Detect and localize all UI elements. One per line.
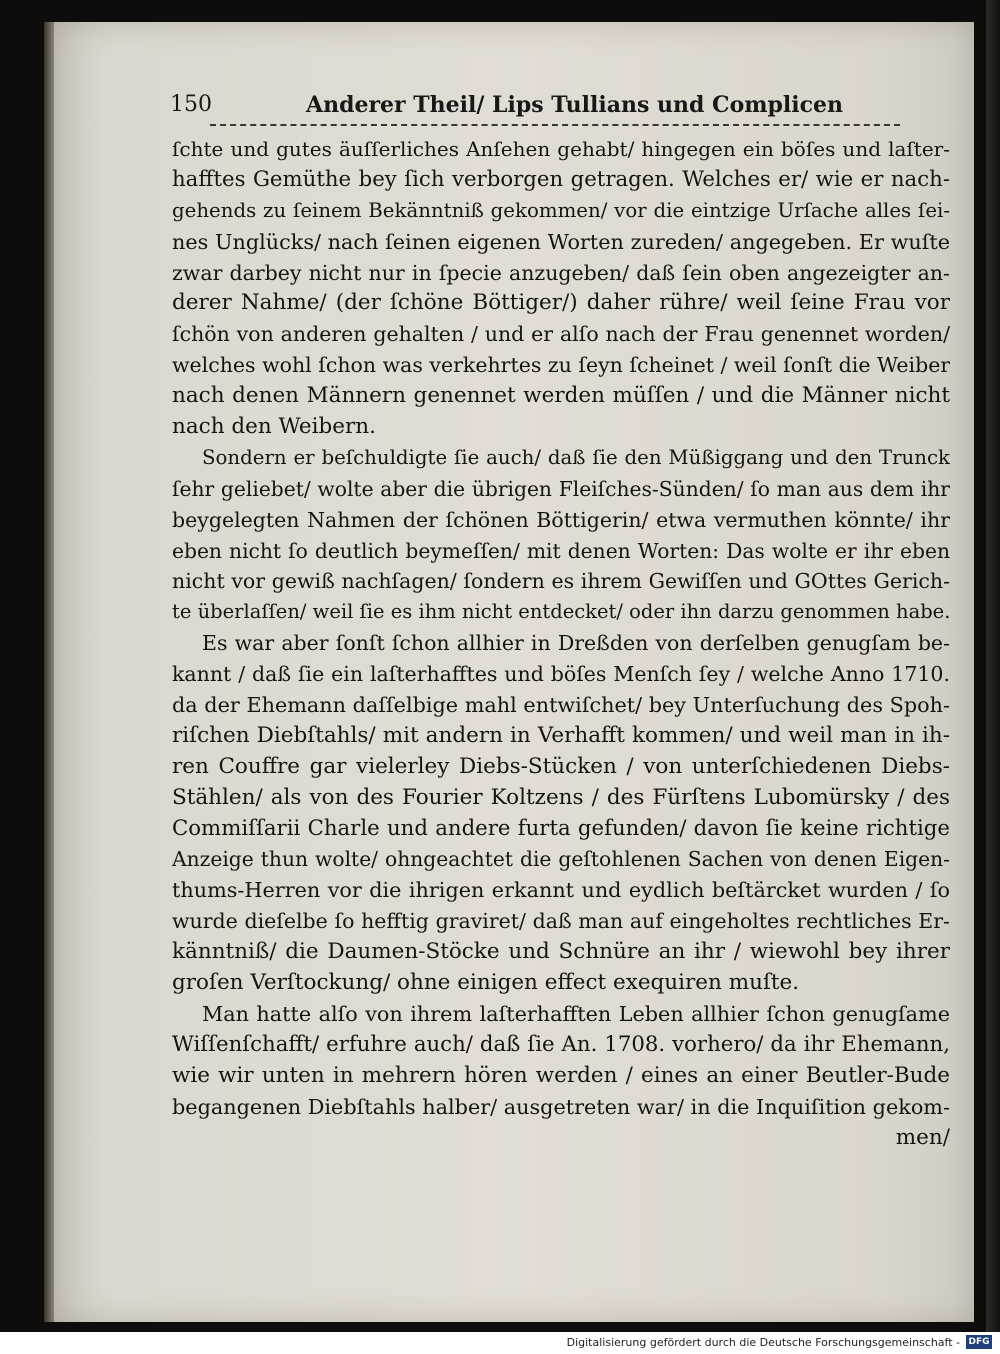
text-line: nes Unglücks/ nach ſeinen eigenen Worten zureden/ angegeben. Er wuſte <box>172 229 950 254</box>
text-line: Commiſſarii Charle und andere furta gefunden/ davon ſie keine richtige <box>172 815 950 841</box>
running-title: Anderer Theil/ Lips Tullians und Complicen <box>306 92 844 118</box>
text-line: groſen Verſtockung/ ohne einigen effect exequiren muſte. <box>172 970 800 996</box>
text-line: begangenen Diebſtahls halber/ ausgetreten war/ in die Inquiſition gekom- <box>172 1094 950 1119</box>
text-line: nach den Weibern. <box>172 414 376 440</box>
text-line: te überlaſſen/ weil ſie es ihm nicht entdecket/ oder ihn darzu genommen habe. <box>172 600 950 624</box>
text-line: zwar darbey nicht nur in ſpecie anzugeben/ daß ſein oben angezeigter an- <box>172 260 950 285</box>
text-line: ren Couffre gar vielerley Diebs-Stücken / von unterſchiedenen Diebs- <box>172 753 950 779</box>
text-line: beygelegten Nahmen der ſchönen Böttigerin/ etwa vermuthen könnte/ ihr <box>172 507 950 532</box>
running-head <box>170 92 950 122</box>
text-line: derer Nahme/ (der ſchöne Böttiger/) daher rühre/ weil ſeine Frau vor <box>172 290 950 316</box>
text-line: Wiſſenſchafft/ erfuhre auch/ daß ſie An. 1708. vorhero/ da ihr Ehemann, <box>172 1031 950 1057</box>
text-line: ſehr geliebet/ wolte aber die übrigen Fleiſches-Sünden/ ſo man aus dem ihr <box>172 476 950 501</box>
dfg-logo-icon: DFG <box>966 1335 992 1349</box>
page-number: 150 <box>170 92 212 117</box>
header-rule <box>210 124 900 126</box>
text-line: welches wohl ſchon was verkehrtes zu ſeyn ſcheinet / weil ſonſt die Weiber <box>172 353 950 378</box>
text-line: ſchte und gutes äuſſerliches Anſehen gehabt/ hingegen ein böſes und laſter- <box>172 137 950 161</box>
text-line: ſchön von anderen gehalten / und er alſo nach der Frau genennet worden/ <box>172 322 950 347</box>
text-line: Es war aber ſonſt ſchon allhier in Dreßden von derſelben genugſam be- <box>202 631 950 656</box>
text-line: wurde dieſelbe ſo hefftig graviret/ daß man auf eingeholtes rechtliches Er- <box>172 909 950 934</box>
text-line: gehends zu ſeinem Bekänntniß gekommen/ vor die eintzige Urſache alles ſei- <box>172 198 950 222</box>
binding-edge <box>986 0 1000 1332</box>
text-line: känntniß/ die Daumen-Stöcke und Schnüre an ihr / wiewohl bey ihrer <box>172 939 950 965</box>
digitization-credit: Digitalisierung gefördert durch die Deutsche Forschungsgemeinschaft - <box>566 1336 960 1349</box>
body-text <box>172 134 950 1153</box>
text-line: eben nicht ſo deutlich beymeſſen/ mit denen Worten: Das wolte er ihr eben <box>172 538 950 563</box>
text-line: kannt / daß ſie ein laſterhafftes und böſes Menſch ſey / welche Anno 1710. <box>172 662 950 687</box>
text-line: Stählen/ als von des Fourier Koltzens / des Fürſtens Lubomürsky / des <box>172 784 950 810</box>
footer-bar <box>0 1332 1000 1354</box>
text-line: da der Ehemann daſſelbige mahl entwiſchet/ bey Unterſuchung des Spoh- <box>172 693 950 718</box>
text-line: thums-Herren vor die ihrigen erkannt und eydlich beſtärcket wurden / ſo <box>172 878 950 903</box>
text-line: Anzeige thun wolte/ ohngeachtet die geſtohlenen Sachen von denen Eigen- <box>172 847 950 872</box>
page-edge <box>44 22 54 1322</box>
text-line: Sondern er beſchuldigte ſie auch/ daß ſie den Müßiggang und den Trunck <box>202 445 950 469</box>
catchword: men/ <box>895 1124 950 1150</box>
text-line: riſchen Diebſtahls/ mit andern in Verhafft kommen/ und weil man in ih- <box>172 722 950 748</box>
text-line: Man hatte alſo von ihrem laſterhafften Leben allhier ſchon genugſame <box>202 1001 950 1026</box>
text-line: nicht vor gewiß nachſagen/ ſondern es ihrem Gewiſſen und GOttes Gerich- <box>172 569 950 594</box>
text-line: hafftes Gemüthe bey ſich verborgen getragen. Welches er/ wie er nach- <box>172 166 950 192</box>
text-line: wie wir unten in mehrern hören werden / eines an einer Beutler-Bude <box>172 1062 950 1088</box>
text-line: nach denen Männern genennet werden müſſen / und die Männer nicht <box>172 383 950 409</box>
